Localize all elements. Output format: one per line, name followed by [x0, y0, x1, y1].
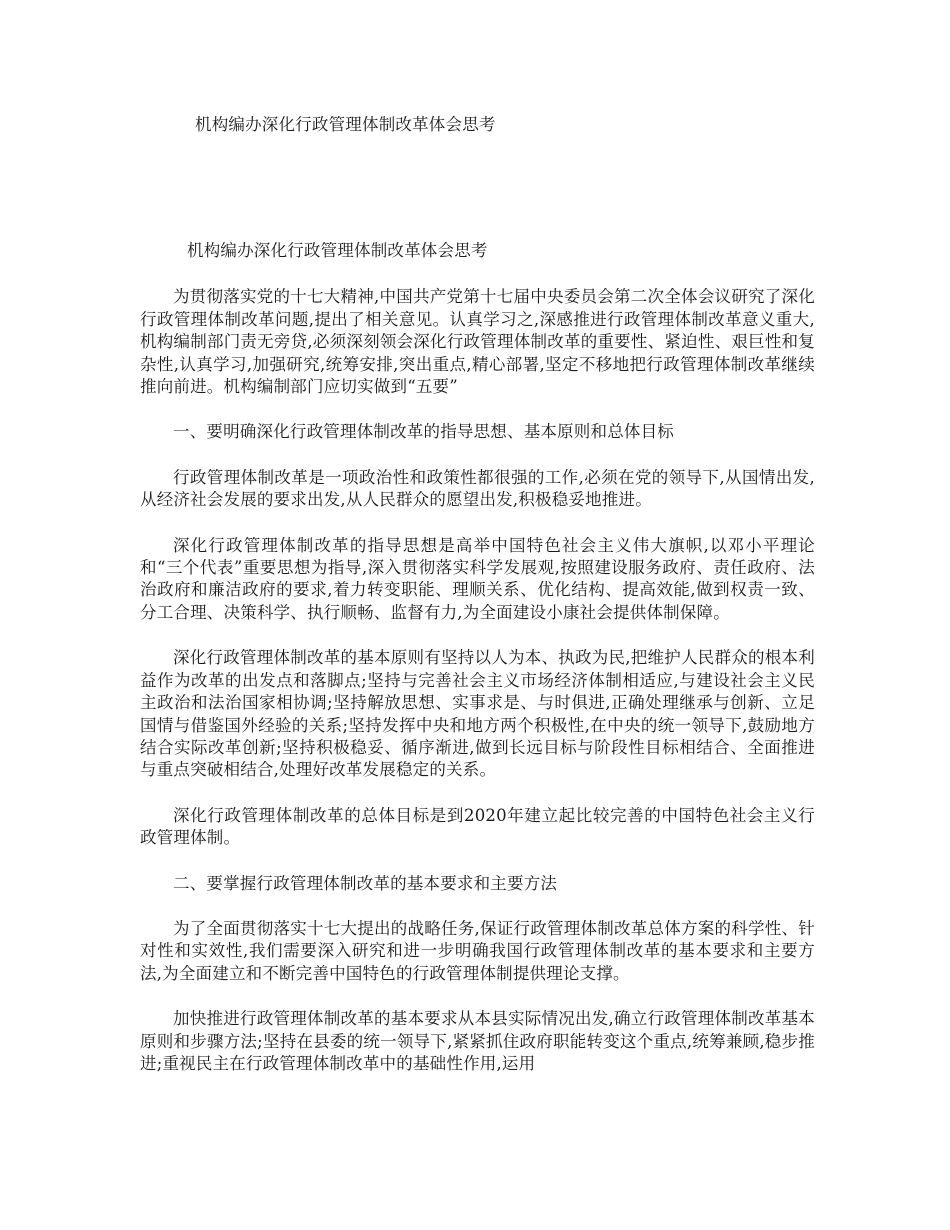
section-2-paragraph-2: 加快推进行政管理体制改革的基本要求从本县实际情况出发,确立行政管理体制改革基本原则和步骤方法;坚持在县委的统一领导下,紧紧抓住政府职能转变这个重点,统筹兼顾,稳步推进;重视民主在行政管理体制改革中的基础性作用,运用: [140, 1009, 815, 1073]
section-1-paragraph-1: 行政管理体制改革是一项政治性和政策性都很强的工作,必须在党的领导下,从国情出发,从经济社会发展的要求出发,从人民群众的愿望出发,积极稳妥地推进。: [140, 467, 815, 510]
section-1-paragraph-2: 深化行政管理体制改革的指导思想是高举中国特色社会主义伟大旗帜,以邓小平理论和“三个代表”重要思想为指导,深入贯彻落实科学发展观,按照建设服务政府、责任政府、法治政府和廉洁政府的要求,着力转变职能、理顺关系、优化结构、提高效能,做到权责一致、分工合理、决策科学、执行顺畅、监督有力,为全面建设小康社会提供体制保障。: [140, 535, 815, 622]
section-2-heading: 二、要掌握行政管理体制改革的基本要求和主要方法: [173, 873, 558, 893]
document-body: [140, 240, 815, 1098]
document-title: 机构编办深化行政管理体制改革体会思考: [187, 241, 488, 260]
intro-paragraph: 为贯彻落实党的十七大精神,中国共产党第十七届中央委员会第二次全体会议研究了深化行政管理体制改革问题,提出了相关意见。认真学习之,深感推进行政管理体制改革意义重大,机构编制部门责无旁贷,必须深刻领会深化行政管理体制改革的重要性、紧迫性、艰巨性和复杂性,认真学习,加强研究,统筹安排,突出重点,精心部署,坚定不移地把行政管理体制改革继续推向前进。机构编制部门应切实做到“五要”: [140, 287, 815, 397]
section-2-paragraph-1: 为了全面贯彻落实十七大提出的战略任务,保证行政管理体制改革总体方案的科学性、针对性和实效性,我们需要深入研究和进一步明确我国行政管理体制改革的基本要求和主要方法,为全面建立和不断完善中国特色的行政管理体制提供理论支撑。: [140, 918, 815, 983]
page-header-title: 机构编办深化行政管理体制改革体会思考: [195, 115, 496, 134]
section-1-heading: 一、要明确深化行政管理体制改革的指导思想、基本原则和总体目标: [173, 422, 674, 442]
section-1-paragraph-3: 深化行政管理体制改革的基本原则有坚持以人为本、执政为民,把维护人民群众的根本利益作为改革的出发点和落脚点;坚持与完善社会主义市场经济体制相适应,与建设社会主义民主政治和法治国家相协调;坚持解放思想、实事求是、与时俱进,正确处理继承与创新、立足国情与借鉴国外经验的关系;坚持发挥中央和地方两个积极性,在中央的统一领导下,鼓励地方结合实际改革创新;坚持积极稳妥、循序渐进,做到长远目标与阶段性目标相结合、全面推进与重点突破相结合,处理好改革发展稳定的关系。: [140, 648, 815, 780]
section-1-paragraph-4: 深化行政管理体制改革的总体目标是到2020年建立起比较完善的中国特色社会主义行政管理体制。: [140, 805, 815, 848]
